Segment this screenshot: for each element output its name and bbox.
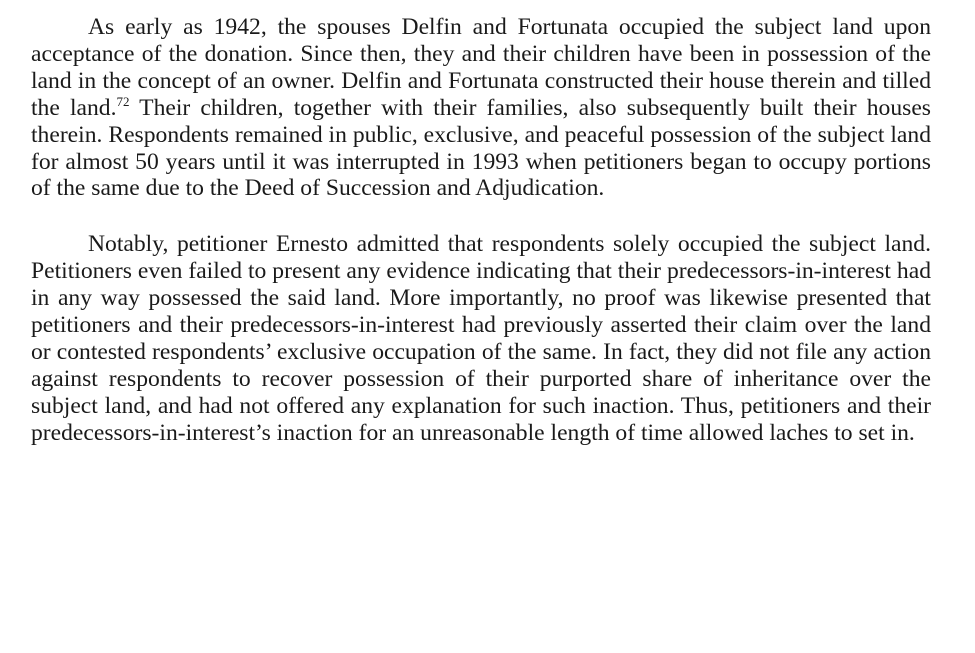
paragraph-possession: [31, 14, 931, 202]
paragraph-possession-text-part-1: As early as 1942, the spouses Delfin and Fortunata occupied the subject land upon acceptance of the donation. Since then, they and their children have been in possession of the land in the concept of an owner. Delfin and Fortunata constructed their house therein and tilled the land.: [31, 14, 931, 121]
footnote-reference-72[interactable]: 72: [116, 93, 130, 109]
paragraph-laches: Notably, petitioner Ernesto admitted that respondents solely occupied the subject land. Petitioners even failed to present any evidence indicating that their predecessors-in-interest had in any way possessed the said land. More importantly, no proof was likewise presented that petitioners and their predecessors-in-interest had previously asserted their claim over the land or contested respondents’ exclusive occupation of the same. In fact, they did not file any action against respondents to recover possession of their purported share of inheritance over the subject land, and had not offered any explanation for such inaction. Thus, petitioners and their predecessors-in-interest’s inaction for an unreasonable length of time allowed laches to set in.: [31, 231, 931, 446]
document-page: [31, 14, 931, 447]
paragraph-possession-text-part-2: Their children, together with their families, also subsequently built their houses therein. Respondents remained in public, exclusive, and peaceful possession of the subject land for almost 50 years until it was interrupted in 1993 when petitioners began to occupy portions of the same due to the Deed of Succession and Adjudication.: [31, 94, 931, 202]
